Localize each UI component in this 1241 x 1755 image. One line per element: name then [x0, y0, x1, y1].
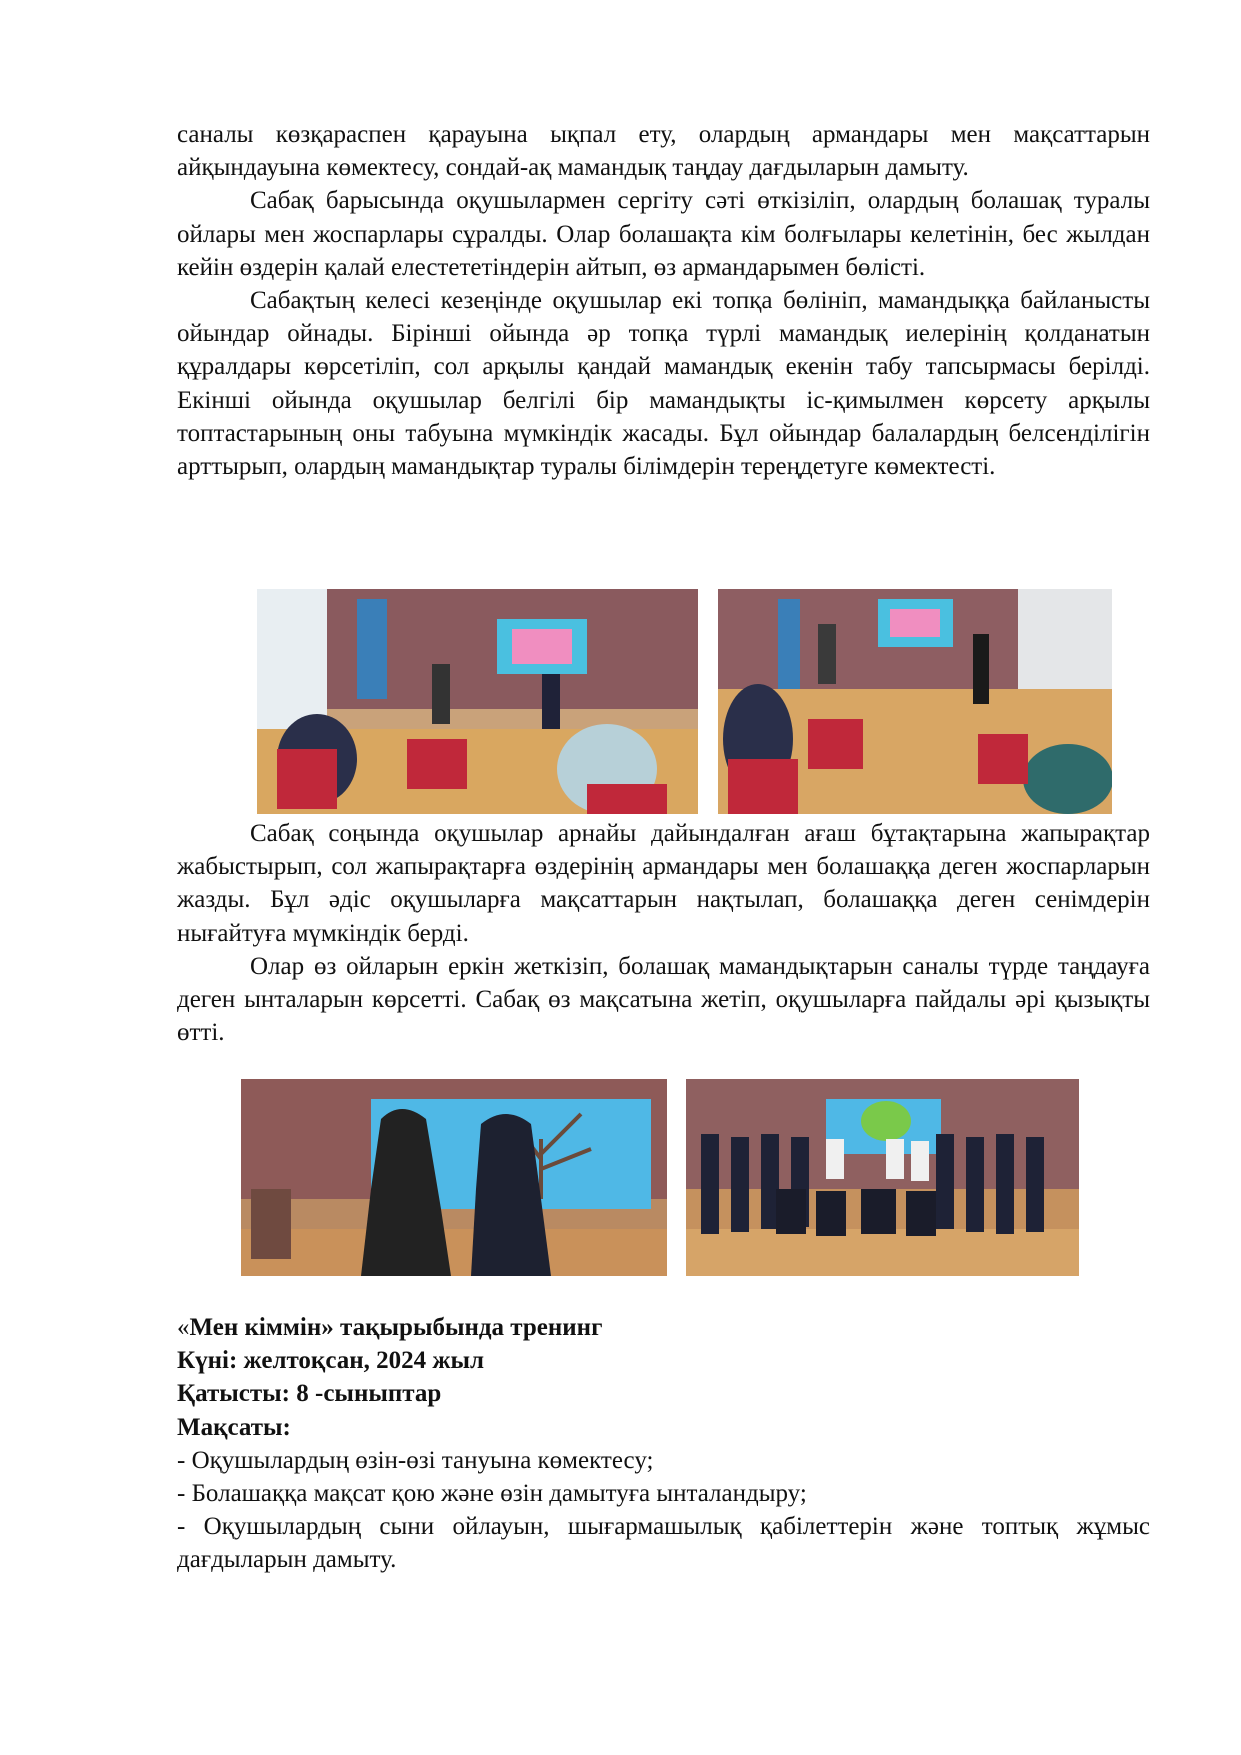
training-date: Күні: желтоқсан, 2024 жыл — [177, 1347, 485, 1375]
group-photo — [686, 1079, 1079, 1276]
document-page-mid — [177, 817, 1150, 1049]
training-title: «Мен кіммін» тақырыбында тренинг — [177, 1314, 603, 1341]
training-section — [177, 1311, 1150, 1577]
training-goal-2: - Болашаққа мақсат қою және өзін дамытуға ынталандыру; — [177, 1480, 807, 1508]
paragraph-2: Сабақ барысында оқушылармен сергіту сәті өткізіліп, олардың болашақ туралы ойлары мен жоспарлары сұралды. Олар болашақта кім болғылары келетінін, бес жылдан кейін өздерін қалай елестететіндерін айтып, өз армандарымен бөлісті. — [177, 187, 1150, 281]
paragraph-5: Олар өз ойларын еркін жеткізіп, болашақ мамандықтарын саналы түрде таңдауға деген ынталарын көрсетті. Сабақ өз мақсатына жетіп, оқушыларға пайдалы әрі қызықты өтті. — [177, 952, 1150, 1047]
training-goals-heading: Мақсаты: — [177, 1413, 291, 1441]
training-goal-3: - Оқушылардың сыни ойлауын, шығармашылық қабілеттерін және топтық жұмыс дағдыларын дамыту. — [177, 1513, 1150, 1574]
classroom-photo-1 — [257, 589, 698, 814]
tree-activity-photo — [241, 1079, 667, 1276]
paragraph-3: Сабақтың келесі кезеңінде оқушылар екі топқа бөлініп, мамандыққа байланысты ойындар ойнады. Бірінші ойында әр топқа түрлі мамандық иелерінің қолданатын құралдары көрсетіліп, сол арқылы қандай мамандық екенін табу тапсырмасы берілді. Екінші ойында оқушылар белгілі бір мамандықты іс-қимылмен көрсету арқылы топтастарының оны табуына мүмкіндік жасады. Бұл ойындар балалардың белсенділігін арттырып, олардың мамандықтар туралы білімдерін тереңдетуге көмектесті. — [177, 287, 1150, 481]
paragraph-1: саналы көзқараспен қарауына ықпал ету, олардың армандары мен мақсаттарын айқындауына көмектесу, сондай-ақ мамандық таңдау дағдыларын дамыту. — [177, 121, 1150, 182]
training-goal-1: - Оқушылардың өзін-өзі тануына көмектесу; — [177, 1446, 654, 1474]
document-page — [177, 118, 1150, 483]
paragraph-4: Сабақ соңында оқушылар арнайы дайындалған ағаш бұтақтарына жапырақтар жабыстырып, сол жапырақтарға өздерінің армандары мен болашаққа деген жоспарларын жазды. Бұл әдіс оқушыларға мақсаттарын нақтылап, болашаққа деген сенімдерін нығайтуға мүмкіндік берді. — [177, 820, 1150, 947]
training-participants: Қатысты: 8 -сыныптар — [177, 1380, 442, 1408]
classroom-photo-2 — [718, 589, 1112, 814]
